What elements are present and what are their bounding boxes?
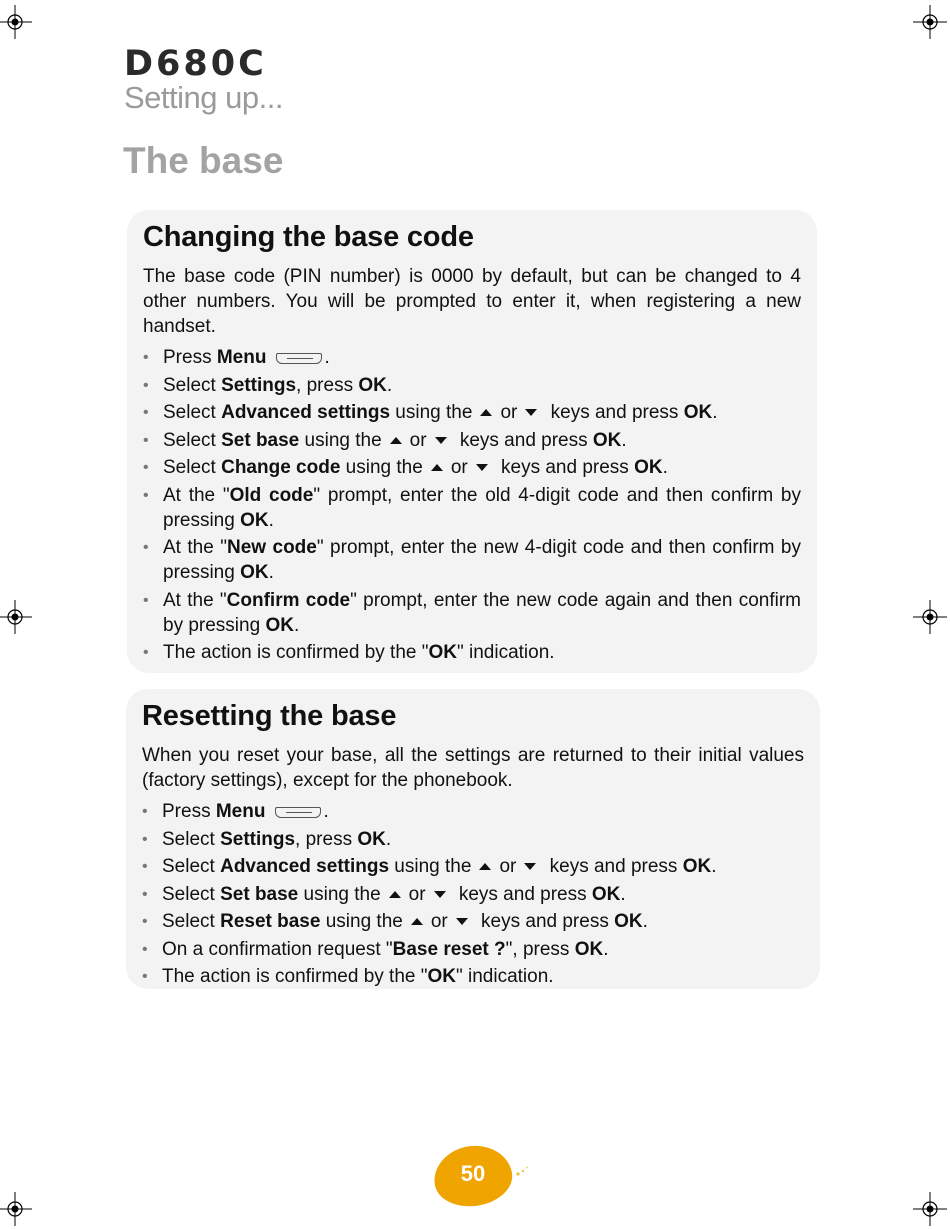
list-item: • Press Menu . xyxy=(142,799,804,824)
list-item: • Select Settings, press OK. xyxy=(143,373,801,398)
model-name: D680C xyxy=(124,44,267,84)
list-item: • On a confirmation request "Base reset ?", press OK. xyxy=(142,937,804,962)
list-item: • At the "Confirm code" prompt, enter the new code again and then confirm by pressing OK. xyxy=(143,588,801,638)
list-item: • The action is confirmed by the "OK" indication. xyxy=(143,640,801,665)
down-arrow-icon xyxy=(435,437,447,444)
down-arrow-icon xyxy=(524,863,536,870)
registration-mark-top-right-icon xyxy=(913,5,947,39)
change-code-title: Changing the base code xyxy=(143,221,474,253)
registration-mark-top-left-icon xyxy=(0,5,32,39)
reset-base-steps xyxy=(142,799,804,989)
up-arrow-icon xyxy=(480,409,492,416)
change-code-panel xyxy=(127,210,817,673)
reset-base-panel xyxy=(126,689,820,989)
sparkle-icon xyxy=(514,1165,530,1179)
up-arrow-icon xyxy=(431,464,443,471)
list-item: • Select Set base using the or keys and press OK. xyxy=(143,428,801,453)
page-heading: The base xyxy=(123,140,284,181)
list-item: • The action is confirmed by the "OK" indication. xyxy=(142,964,804,989)
registration-mark-mid-left-icon xyxy=(0,600,32,634)
down-arrow-icon xyxy=(456,918,468,925)
reset-base-title: Resetting the base xyxy=(142,700,397,732)
list-item: • Press Menu . xyxy=(143,345,801,370)
up-arrow-icon xyxy=(389,891,401,898)
registration-mark-mid-right-icon xyxy=(913,600,947,634)
change-code-steps xyxy=(143,345,801,665)
down-arrow-icon xyxy=(525,409,537,416)
change-code-intro: The base code (PIN number) is 0000 by default, but can be changed to 4 other numbers. You will be prompted to enter it, when registering a new handset. xyxy=(143,266,801,337)
registration-mark-bottom-right-icon xyxy=(913,1192,947,1226)
section-title: Setting up... xyxy=(124,80,283,115)
up-arrow-icon xyxy=(411,918,423,925)
down-arrow-icon xyxy=(476,464,488,471)
registration-mark-bottom-left-icon xyxy=(0,1192,32,1226)
list-item: • Select Set base using the or keys and press OK. xyxy=(142,882,804,907)
up-arrow-icon xyxy=(390,437,402,444)
list-item: • Select Advanced settings using the or keys and press OK. xyxy=(143,400,801,425)
page-number: 50 xyxy=(460,1161,486,1186)
down-arrow-icon xyxy=(434,891,446,898)
menu-softkey-icon xyxy=(275,807,321,818)
reset-base-intro: When you reset your base, all the settings are returned to their initial values (factory settings), except for the phonebook. xyxy=(142,745,804,791)
menu-softkey-icon xyxy=(276,353,322,364)
list-item: • Select Settings, press OK. xyxy=(142,827,804,852)
list-item: • At the "New code" prompt, enter the new 4-digit code and then confirm by pressing OK. xyxy=(143,535,801,585)
list-item: • Select Change code using the or keys and press OK. xyxy=(143,455,801,480)
list-item: • At the "Old code" prompt, enter the old 4-digit code and then confirm by pressing OK. xyxy=(143,483,801,533)
list-item: • Select Advanced settings using the or keys and press OK. xyxy=(142,854,804,879)
up-arrow-icon xyxy=(479,863,491,870)
list-item: • Select Reset base using the or keys and press OK. xyxy=(142,909,804,934)
